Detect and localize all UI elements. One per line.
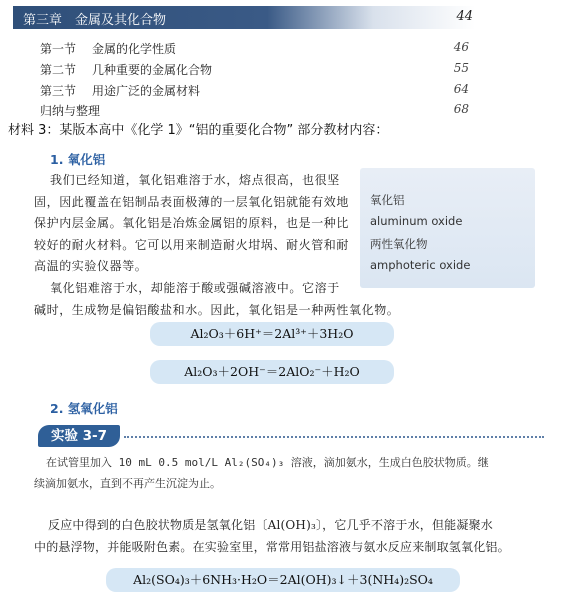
- toc-section-label: 第一节: [40, 42, 77, 56]
- toc-row: [30, 82, 475, 100]
- equation-hydroxide-preparation: Al₂(SO₄)₃＋6NH₃·H₂O＝2Al(OH)₃↓＋3(NH₄)₂SO₄: [106, 568, 460, 592]
- text-line: 氧化铝难溶于水，却能溶于酸或强碱溶液中。它溶于: [50, 281, 340, 295]
- experiment-label: 实验 3-7: [38, 425, 120, 447]
- text-line: 碱时，生成物是偏铝酸盐和水。因此，氧化铝是一种两性氧化物。: [34, 302, 400, 317]
- toc-chapter-title: 第三章 金属及其化合物: [23, 13, 167, 28]
- toc-row: [30, 102, 475, 120]
- toc-page-number: 46: [453, 40, 469, 54]
- experiment-divider: [124, 436, 544, 438]
- glossary-term-cn: 两性氧化物: [370, 237, 428, 251]
- toc-section-title: 用途广泛的金属材料: [92, 84, 201, 98]
- toc-row: [30, 40, 475, 58]
- toc-row: [30, 61, 475, 79]
- text-line: 在试管里加入 10 mL 0.5 mol/L Al₂(SO₄)₃ 溶液，滴加氨水，生成白色胶状物质。继: [46, 456, 489, 469]
- glossary-term-en: amphoteric oxide: [370, 258, 471, 272]
- toc-section-title: 金属的化学性质: [92, 42, 177, 56]
- text-line: 中的悬浮物，并能吸附色素。在实验室里，常常用铝盐溶液与氨水反应来制取氢氧化铝。: [34, 539, 510, 554]
- section-heading-aluminum-oxide: 1. 氧化铝: [50, 152, 106, 167]
- paragraph-aluminum-oxide-2: [34, 278, 544, 321]
- section-heading-aluminum-hydroxide: 2. 氢氧化铝: [50, 401, 118, 416]
- glossary-sidebox: [360, 168, 535, 288]
- toc-section-label: 第三节: [40, 84, 77, 98]
- glossary-term-cn: 氧化铝: [370, 193, 405, 207]
- text-line: 我们已经知道，氧化铝难溶于水，熔点很高，也很坚: [50, 173, 340, 187]
- toc-section-title: 几种重要的金属化合物: [92, 63, 213, 77]
- toc-chapter-bar: [13, 6, 475, 29]
- glossary-term-en: aluminum oxide: [370, 214, 463, 228]
- text-line: 高温的实验仪器等。: [34, 259, 148, 273]
- toc-section-label: 第二节: [40, 63, 77, 77]
- toc-section-label: 归纳与整理: [40, 104, 101, 118]
- text-line: 反应中得到的白色胶状物质是氢氧化铝〔Al(OH)₃〕，它几乎不溶于水，但能凝聚水: [48, 518, 493, 532]
- equation-acid: Al₂O₃＋6H⁺＝2Al³⁺＋3H₂O: [150, 322, 394, 346]
- text-line: 保护内层金属。氧化铝是冶炼金属铝的原料，也是一种比: [34, 216, 350, 230]
- equation-base: Al₂O₃＋2OH⁻＝2AlO₂⁻＋H₂O: [150, 360, 394, 384]
- material-title: 材料 3：某版本高中《化学 1》“铝的重要化合物” 部分教材内容：: [8, 123, 389, 138]
- text-line: 固，因此覆盖在铝制品表面极薄的一层氧化铝就能有效地: [34, 194, 350, 209]
- text-line: 续滴加氨水，直到不再产生沉淀为止。: [34, 477, 221, 490]
- toc-page-number: 55: [453, 61, 469, 75]
- toc-page-number: 68: [453, 102, 469, 116]
- toc-chapter-page: 44: [456, 9, 473, 24]
- paragraph-aluminum-hydroxide: [34, 515, 559, 558]
- toc-page-number: 64: [453, 82, 469, 96]
- text-line: 较好的耐火材料。它可以用来制造耐火坩埚、耐火管和耐: [34, 237, 350, 252]
- experiment-text: [34, 452, 554, 494]
- paragraph-aluminum-oxide-1: [34, 170, 364, 278]
